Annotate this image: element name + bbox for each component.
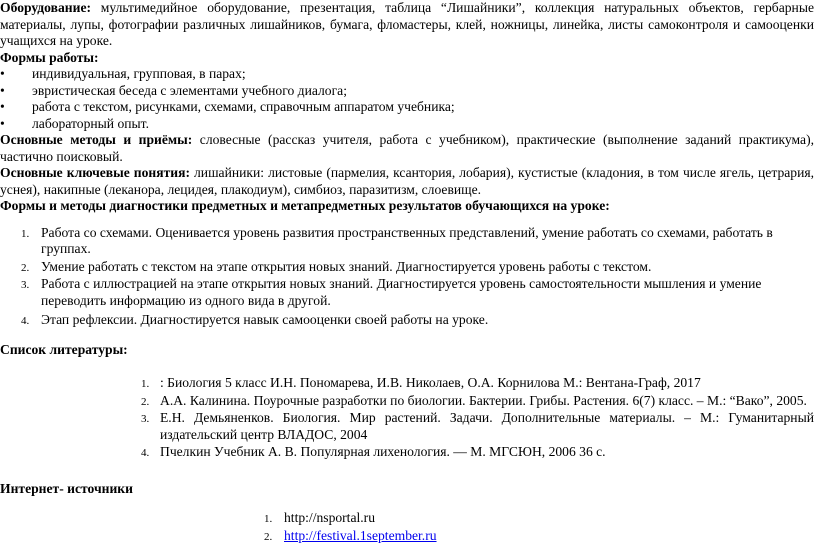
bullet-icon: • (0, 99, 5, 116)
internet-item (284, 528, 816, 545)
forms-item (0, 99, 816, 116)
internet-link-nsportal[interactable]: http://nsportal.ru (284, 510, 375, 525)
concepts-paragraph (0, 165, 816, 198)
literature-item (160, 444, 814, 461)
list-number: 2. (141, 394, 149, 411)
bullet-icon: • (0, 66, 5, 83)
list-number: 3. (141, 411, 149, 428)
diagnostics-list (0, 225, 816, 329)
list-number: 4. (21, 313, 29, 330)
diagnostics-item (41, 225, 814, 258)
internet-item (284, 510, 816, 527)
forms-item (0, 116, 816, 133)
diagnostics-item-text: Этап рефлексии. Диагностируется навык самооценки своей работы на уроке. (41, 312, 488, 327)
literature-item-text: Пчелкин Учебник А. В. Популярная лихенология. — М. МГСЮН, 2006 36 с. (160, 444, 606, 459)
bullet-icon: • (0, 83, 5, 100)
internet-heading: Интернет- источники (0, 481, 816, 498)
list-number: 3. (21, 277, 29, 294)
methods-text: словесные (рассказ учителя, работа с учебником), практические (выполнение заданий практикума), частично поисковый. (0, 132, 814, 164)
list-number: 2. (264, 529, 272, 545)
forms-item (0, 66, 816, 83)
diagnostics-heading: Формы и методы диагностики предметных и метапредметных результатов обучающихся на уроке: (0, 198, 816, 215)
literature-list (0, 375, 816, 461)
literature-item (160, 410, 814, 443)
methods-paragraph (0, 132, 816, 165)
literature-item (160, 375, 814, 392)
forms-heading: Формы работы: (0, 50, 816, 67)
forms-list (0, 66, 816, 132)
list-number: 1. (141, 376, 149, 393)
forms-item (0, 83, 816, 100)
diagnostics-item-text: Умение работать с текстом на этапе открытия новых знаний. Диагностируется уровень работы с текстом. (41, 259, 651, 274)
equipment-text: мультимедийное оборудование, презентация, таблица “Лишайники”, коллекция натуральных объектов, гербарные материалы, лупы, фотографии различных лишайников, бумага, фломастеры, клей, ножницы, линейка, листы самоконтроля и самооценки учащихся на уроке. (0, 0, 814, 48)
diagnostics-item (41, 259, 814, 276)
forms-item-text: индивидуальная, групповая, в парах; (32, 66, 246, 81)
diagnostics-item-text: Работа со схемами. Оценивается уровень развития пространственных представлений, умение работать со схемами, работать в группах. (41, 225, 773, 257)
literature-item-text: А.А. Калинина. Поурочные разработки по биологии. Бактерии. Грибы. Растения. 6(7) класс. – М.: “Вако”, 2005. (160, 393, 807, 408)
literature-item-text: : Биология 5 класс И.Н. Пономарева, И.В. Николаев, О.А. Корнилова М.: Вентана-Граф, 2017 (160, 375, 701, 390)
literature-item-text: Е.Н. Демьяненков. Биология. Мир растений. Задачи. Дополнительные материалы. – М.: Гуманитарный издательский центр ВЛАДОС, 2004 (160, 410, 814, 442)
list-number: 1. (21, 226, 29, 243)
literature-item (160, 393, 814, 410)
diagnostics-item (41, 312, 814, 329)
diagnostics-item-text: Работа с иллюстрацией на этапе открытия новых знаний. Диагностируется уровень самостоятельности мышления и умение переводить информацию из одного вида в другой. (41, 276, 761, 308)
diagnostics-item (41, 276, 814, 309)
concepts-text: лишайники: листовые (пармелия, ксантория, лобария), кустистые (кладония, в том числе ягель, цетрария, уснея), накипные (леканора, лецидея, плакодиум), симбиоз, паразитизм, слоевище. (0, 165, 814, 197)
list-number: 4. (141, 445, 149, 462)
forms-item-text: лабораторный опыт. (32, 116, 149, 131)
forms-item-text: эвристическая беседа с элементами учебного диалога; (32, 83, 347, 98)
bullet-icon: • (0, 116, 5, 133)
list-number: 1. (264, 511, 272, 528)
equipment-paragraph (0, 0, 816, 50)
methods-label: Основные методы и приёмы: (0, 132, 192, 147)
internet-link-festival[interactable]: http://festival.1september.ru (284, 528, 437, 543)
equipment-label: Оборудование: (0, 0, 91, 15)
internet-list (0, 510, 816, 544)
list-number: 2. (21, 260, 29, 277)
literature-heading: Список литературы: (0, 342, 816, 359)
forms-item-text: работа с текстом, рисунками, схемами, справочным аппаратом учебника; (32, 99, 455, 114)
concepts-label: Основные ключевые понятия: (0, 165, 190, 180)
